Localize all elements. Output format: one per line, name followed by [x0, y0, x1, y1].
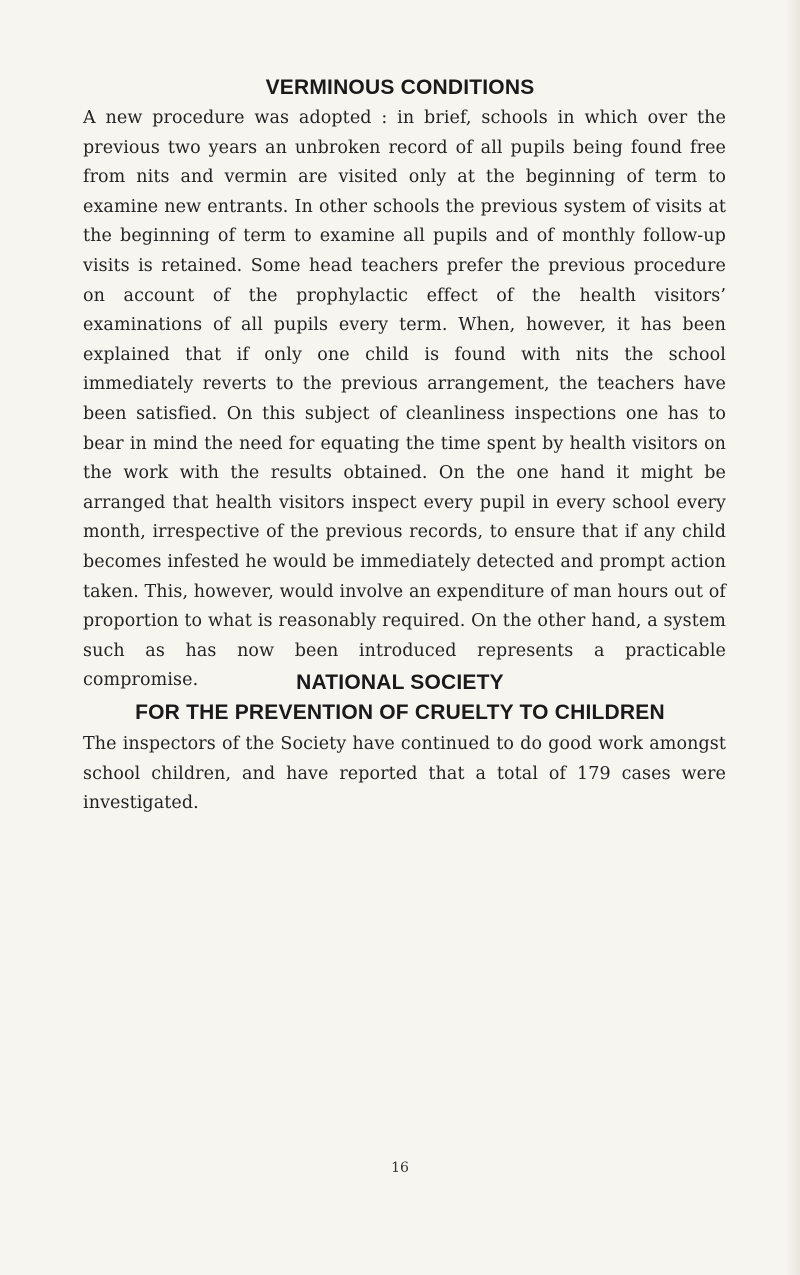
nspcc-paragraph: The inspectors of the Society have continued to do good work amongst school children, and have reported that a total of 179 cases were investigated. — [83, 734, 726, 814]
page-edge-shadow — [786, 0, 800, 1275]
verminous-conditions-paragraph: A new procedure was adopted : in brief, schools in which over the previous two years an unbroken record of all pupils being found free from nits and vermin are visited only at the beginning of term to examine new entrants. In other schools the previous system of visits at the beginning of term to examine all pupils and of monthly follow-up visits is retained. Some head teachers prefer the previous procedure on account of the prophylactic effect of the health visitors’ examinations of all pupils every term. When, however, it has been explained that if only one child is found with nits the school immediately reverts to the previous arrangement, the teachers have been satisfied. On this subject of cleanliness inspections one has to bear in mind the need for equating the time spent by health visitors on the work with the results obtained. On the one hand it might be arranged that health visitors inspect every pupil in every school every month, irrespective of the previous records, to ensure that if any child becomes infested he would be immediately detected and prompt action taken. This, however, would involve an expenditure of man hours out of proportion to what is reasonably required. On the other hand, a system such as has now been introduced represents a practicable compromise. — [83, 108, 726, 691]
section-heading-verminous-conditions: VERMINOUS CONDITIONS — [265, 76, 535, 99]
section-heading-nspcc-line-1: NATIONAL SOCIETY — [296, 671, 504, 694]
section-heading-nspcc-line-2: FOR THE PREVENTION OF CRUELTY TO CHILDREN — [135, 701, 665, 724]
page-number: 16 — [391, 1160, 409, 1176]
